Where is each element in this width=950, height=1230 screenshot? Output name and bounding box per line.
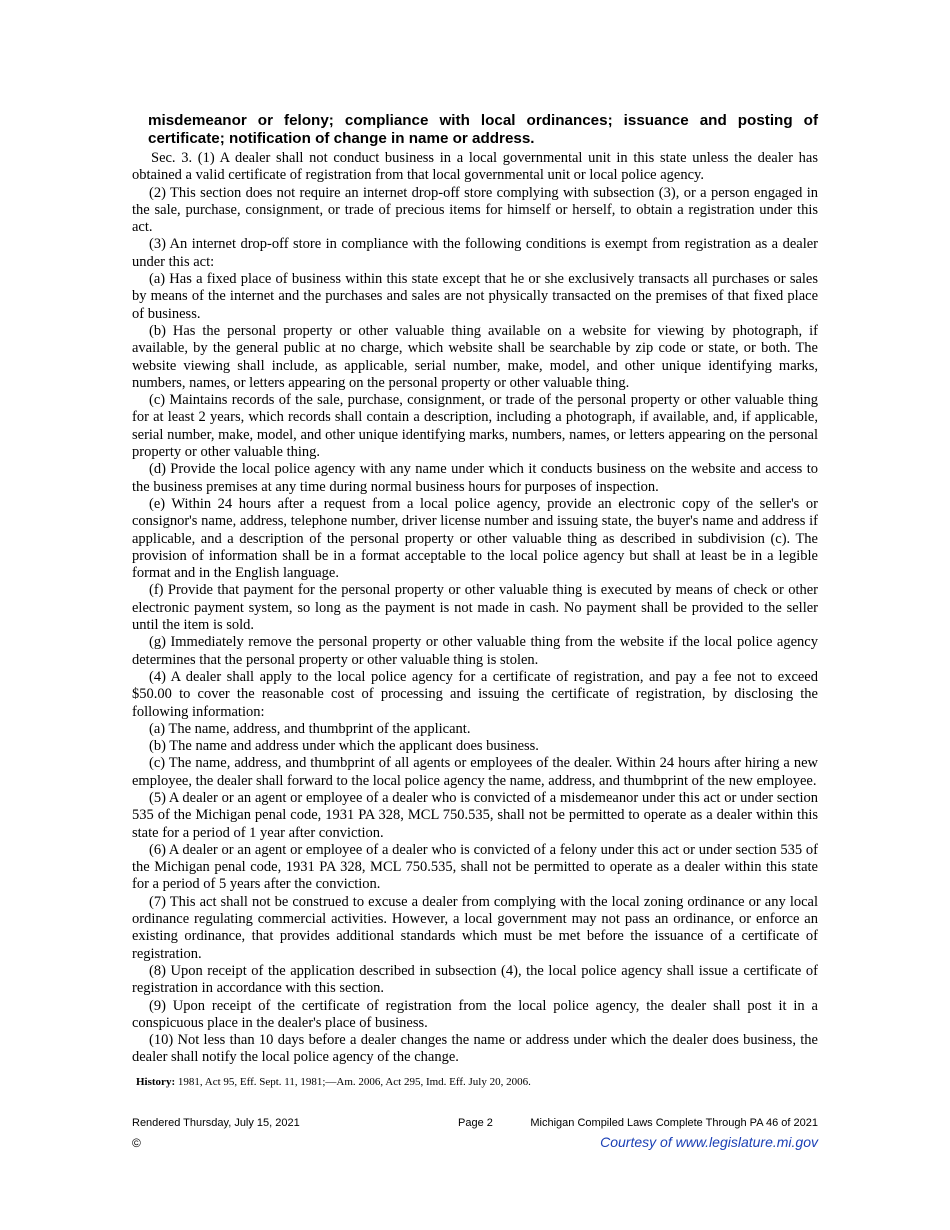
paragraph: (5) A dealer or an agent or employee of a dealer who is convicted of a misdemeanor under this act or under section 535 of the Michigan penal code, 1931 PA 328, MCL 750.535, shall not be permitted to operate as a dealer within this state for a period of 1 year after conviction.	[132, 789, 818, 841]
footer-top-row	[132, 1117, 818, 1131]
history-note	[136, 1075, 818, 1089]
paragraph: (b) Has the personal property or other valuable thing available on a website for viewing by photograph, if available, by the general public at no charge, which website shall be searchable by zip code or state, or both. The website viewing shall include, as applicable, serial number, make, model, and other unique identifying marks, numbers, names, or letters appearing on the personal property or other valuable thing.	[132, 322, 818, 391]
paragraph: (g) Immediately remove the personal property or other valuable thing from the website if the local police agency determines that the personal property or other valuable thing is stolen.	[132, 634, 818, 668]
history-label: History:	[136, 1075, 176, 1088]
paragraph: (b) The name and address under which the applicant does business.	[149, 738, 539, 755]
paragraph: (8) Upon receipt of the application described in subsection (4), the local police agency shall issue a certificate of registration in accordance with this section.	[132, 962, 818, 997]
page-number: Page 2	[458, 1117, 493, 1129]
paragraph: (7) This act shall not be construed to excuse a dealer from complying with the local zoning ordinance or any local ordinance regulating commercial activities. However, a local government may not pass an ordinance, or enforce an existing ordinance, that provides additional standards which must be met before the issuance of a certificate of registration.	[132, 893, 818, 962]
courtesy-link[interactable]: Courtesy of www.legislature.mi.gov	[600, 1134, 818, 1150]
compiled-laws-note: Michigan Compiled Laws Complete Through PA 46 of 2021	[530, 1117, 818, 1129]
footer-bottom-row	[132, 1134, 818, 1152]
section-heading: misdemeanor or felony; compliance with local ordinances; issuance and posting of certificate; notification of change in name or address.	[148, 112, 818, 147]
paragraph: (f) Provide that payment for the personal property or other valuable thing is executed by means of check or other electronic payment system, so long as the payment is not made in cash. No payment shall be provided to the seller until the item is sold.	[132, 582, 818, 634]
paragraph: (2) This section does not require an internet drop-off store complying with subsection (3), or a person engaged in the sale, purchase, consignment, or trade of precious items for himself or herself, to obtain a registration under this act.	[132, 184, 818, 236]
paragraph: (4) A dealer shall apply to the local police agency for a certificate of registration, and pay a fee not to exceed $50.00 to cover the reasonable cost of processing and issuing the certificate of registration, by disclosing the following information:	[132, 668, 818, 720]
paragraph: (e) Within 24 hours after a request from a local police agency, provide an electronic copy of the seller's or consignor's name, address, telephone number, driver license number and issuing state, the buyer's name and address if applicable, and a description of the personal property or other valuable thing as described in subdivision (c). The provision of information shall be in a format acceptable to the local police agency but shall at least be in a legible format and in the English language.	[132, 495, 818, 582]
paragraph: (3) An internet drop-off store in compliance with the following conditions is exempt from registration as a dealer under this act:	[132, 236, 818, 270]
history-text: 1981, Act 95, Eff. Sept. 11, 1981;—Am. 2006, Act 295, Imd. Eff. July 20, 2006.	[175, 1075, 531, 1088]
paragraph: (10) Not less than 10 days before a dealer changes the name or address under which the dealer does business, the dealer shall notify the local police agency of the change.	[132, 1032, 818, 1066]
paragraph: (c) Maintains records of the sale, purchase, consignment, or trade of the personal property or other valuable thing for at least 2 years, which records shall contain a description, including a photograph, if available, and, if applicable, serial number, make, model, and other unique identifying marks, numbers, names, or letters appearing on the personal property or other valuable thing.	[132, 392, 818, 461]
paragraph: Sec. 3. (1) A dealer shall not conduct business in a local governmental unit in this state unless the dealer has obtained a valid certificate of registration from that local governmental unit or local police agency.	[132, 150, 818, 184]
rendered-date: Rendered Thursday, July 15, 2021	[132, 1117, 300, 1129]
paragraph: (c) The name, address, and thumbprint of all agents or employees of the dealer. Within 24 hours after hiring a new employee, the dealer shall forward to the local police agency the name, address, and thumbprint of the new employee.	[132, 755, 818, 789]
paragraph: (a) Has a fixed place of business within this state except that he or she exclusively transacts all purchases or sales by means of the internet and the purchases and sales are not physically transacted on the premises of that fixed place of business.	[132, 271, 818, 322]
paragraph: (6) A dealer or an agent or employee of a dealer who is convicted of a felony under this act or under section 535 of the Michigan penal code, 1931 PA 328, MCL 750.535, shall not be permitted to operate as a dealer within this state for a period of 5 years after the conviction.	[132, 841, 818, 893]
page-content	[132, 112, 818, 1089]
paragraph: (a) The name, address, and thumbprint of the applicant.	[149, 720, 471, 737]
copyright-symbol: ©	[132, 1136, 141, 1150]
paragraph: (9) Upon receipt of the certificate of registration from the local police agency, the dealer shall post it in a conspicuous place in the dealer's place of business.	[132, 997, 818, 1031]
section-body	[132, 150, 818, 1067]
paragraph: (d) Provide the local police agency with any name under which it conducts business on the website and access to the business premises at any time during normal business hours for purposes of inspection.	[132, 461, 818, 495]
